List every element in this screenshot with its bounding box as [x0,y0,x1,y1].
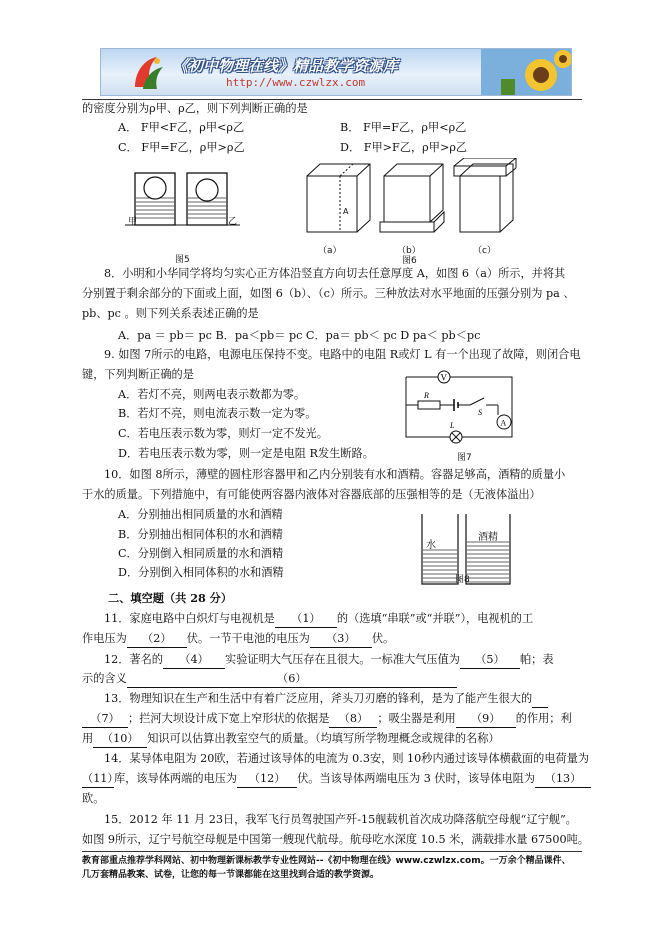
blank-5[interactable]: （5） [460,652,520,669]
blank-7[interactable]: （7） [82,711,128,728]
q8-line-2: 分别置于剩余部分的下面或上面，如图 6（b）、（c）所示。三种放法对水平地面的压强分别为 pa 、 [82,287,575,300]
meter-a-label: A [500,418,507,428]
q10-option-a: A．分别抽出相同质量的水和酒精 [118,508,283,521]
fig6-caption: 图6 [402,256,417,266]
q13-line-1 [104,691,548,708]
fig6-label-a: （a） [318,246,342,256]
q7-option-b: B． F甲=F乙，ρ甲<ρ乙 [340,121,467,134]
q11-text-1: 11．家庭电路中白炽灯与电视机是 [104,612,275,625]
footer-line-1: 教育部重点推荐学科网站、初中物理新课标教学专业性网站--《初中物理在线》www.czwlzx.com。一万余个精品课件、 [82,856,571,866]
q9-option-d: D．若电压表示数为零，则一定是电阻 R发生断路。 [118,447,374,460]
blank-2[interactable]: （2） [127,631,187,648]
blank-10[interactable]: （10） [93,731,147,748]
fig5-caption: 图5 [175,255,190,265]
q14-line-3: 欧。 [82,792,105,805]
q13-text-1: 13．物理知识在生产和生活中有着广泛应用，斧头刀刃磨的锋利，是为了能产生很大的 [104,692,533,705]
site-logo-icon [131,53,165,91]
resistor-r-label: R [424,391,429,400]
fig7-caption: 图7 [457,453,472,463]
q11-text-4: 伏。一节干电池的电压为 [186,632,310,645]
q11-text-5: 伏。 [371,632,395,645]
q13-text-6: 知识可以估算出教室空气的质量。（均填写所学物理概念或规律的名称） [147,732,500,745]
meter-v-label: V [440,372,447,383]
q13-text-5: 用 [82,732,94,745]
q14-text-3: 伏。当该导体两端电压为 3 伏时，该导体电阻为 [297,772,536,785]
blank-11[interactable]: （11） [82,771,114,788]
sunflower-icon [481,49,571,95]
fig6-letter-a: A [343,207,349,216]
q10-line-1: 10．如图 8所示，薄壁的圆柱形容器甲和乙内分别装有水和酒精。容器足够高，酒精的质量小 [104,468,566,481]
q12-line-2 [82,671,457,688]
q11-text-2: 的（选填“串联”或“并联”），电视机的工 [336,612,534,625]
q12-text-2: 实验证明大气压存在且很大。一标准大气压值为 [225,653,460,666]
q9-line-1: 9. 如图 7所示的电路，电源电压保持不变。电路中的电阻 R或灯 L 有一个出现了故障，则闭合电 [104,348,581,361]
blank-1[interactable]: （1） [275,611,337,628]
q15-line-2: 如图 9所示，辽宁号航空母舰是中国第一艘现代航母。航母吃水深度 10.5 米，满载排水量 67500吨。 [82,833,589,846]
q9-option-a: A．若灯不亮，则两电表示数都为零。 [118,388,306,401]
q9-option-b: B．若灯不亮，则电流表示数一定为零。 [118,407,317,420]
fig6-label-c: （c） [473,246,496,256]
q14-line-2 [82,771,591,788]
q7-option-c: C． F甲=F乙，ρ甲>ρ乙 [118,141,245,154]
q12-text-3: 帕；表 [519,653,554,666]
q13-text-3: ；吸尘器是利用 [377,712,456,725]
q11-text-3: 作电压为 [82,632,127,645]
q10-option-d: D．分别倒入相同体积的水和酒精 [118,566,284,579]
blank-6[interactable]: （6） [127,671,457,688]
q8-options: A．pa ＝ pb＝ pc B．pa＜pb＝ pc C．pa＝ pb＜ pc D pa＜ pb＜pc [118,329,481,342]
q9-option-c: C．若电压表示数为零，则灯一定不发光。 [118,427,328,440]
header-divider [82,99,582,100]
q11-line-2 [82,631,394,648]
q14-text-2: 库，该导体两端的电压为 [114,772,238,785]
fig5-label-jia: 甲 [128,217,138,227]
q11-line-1 [104,611,533,628]
section-2-heading: 二、填空题（共 28 分） [108,591,233,605]
header-banner [100,48,572,96]
footer-line-2: 几万套精品教案、试卷，让您的每一节课都能在这里找到合适的教学资源。 [82,870,380,880]
blank-3[interactable]: （3） [310,631,372,648]
q13-text-4: 的作用；利 [515,712,572,725]
footer-divider [82,851,582,852]
figure-7-circuit [398,365,522,447]
fig8-label-water: 水 [426,540,436,551]
q7-option-d: D． F甲>F乙，ρ甲>ρ乙 [340,141,468,154]
switch-s-label: S [478,408,482,417]
q10-line-2: 于水的质量。下列措施中，有可能使两容器内液体对容器底部的压强相等的是（无液体溢出） [82,488,541,501]
fig8-label-alcohol: 酒精 [478,532,498,543]
q15-line-1: 15．2012 年 11 月 23日，我军飞行员驾驶国产歼-15舰载机首次成功降落航空母舰“辽宁舰”。 [104,813,577,826]
blank-12[interactable]: （12） [237,771,297,788]
q13-text-2: ；拦河大坝设计成下宽上窄形状的依据是 [128,712,330,725]
q12-line-1 [104,652,554,669]
q12-text-4: 示的含义 [82,672,127,685]
q9-line-2: 键，下列判断正确的是 [82,368,194,381]
header-title: 《初中物理在线》精品教学资源库 [173,57,399,75]
header-url[interactable]: http://www.czwlzx.com [226,76,366,89]
fig5-label-yi: 乙 [228,217,238,227]
figure-6-cubes [302,158,524,244]
blank-9[interactable]: （9） [456,711,516,728]
q13-line-3 [82,731,500,748]
fig8-caption: 图8 [455,575,470,585]
q10-option-c: C．分别倒入相同质量的水和酒精 [118,547,284,560]
q7-stem-tail: 的密度分别为ρ甲、ρ乙，则下列判断正确的是 [82,102,308,115]
blank-13[interactable]: （13） [535,771,591,788]
q8-line-1: 8．小明和小华同学将均匀实心正方体沿竖直方向切去任意厚度 A，如图 6（a）所示，并将其 [104,267,566,280]
q13-line-2 [82,711,572,728]
q14-line-1: 14．某导体电阻为 20欧，若通过该导体的电流为 0.3安，则 10秒内通过该导体横截面的电荷量为 [104,752,590,765]
q7-option-a: A． F甲<F乙，ρ甲<ρ乙 [118,121,245,134]
lamp-l-label: L [450,421,455,430]
q8-line-3: pb、pc 。则下列关系表述正确的是 [82,307,259,320]
blank-8[interactable]: （8） [329,711,377,728]
blank-4[interactable]: （4） [163,652,225,669]
q10-option-b: B．分别抽出相同体积的水和酒精 [118,528,283,541]
q13-blank-7-lead [532,691,548,708]
q12-text-1: 12．著名的 [104,653,163,666]
fig6-label-b: （b） [397,246,421,256]
